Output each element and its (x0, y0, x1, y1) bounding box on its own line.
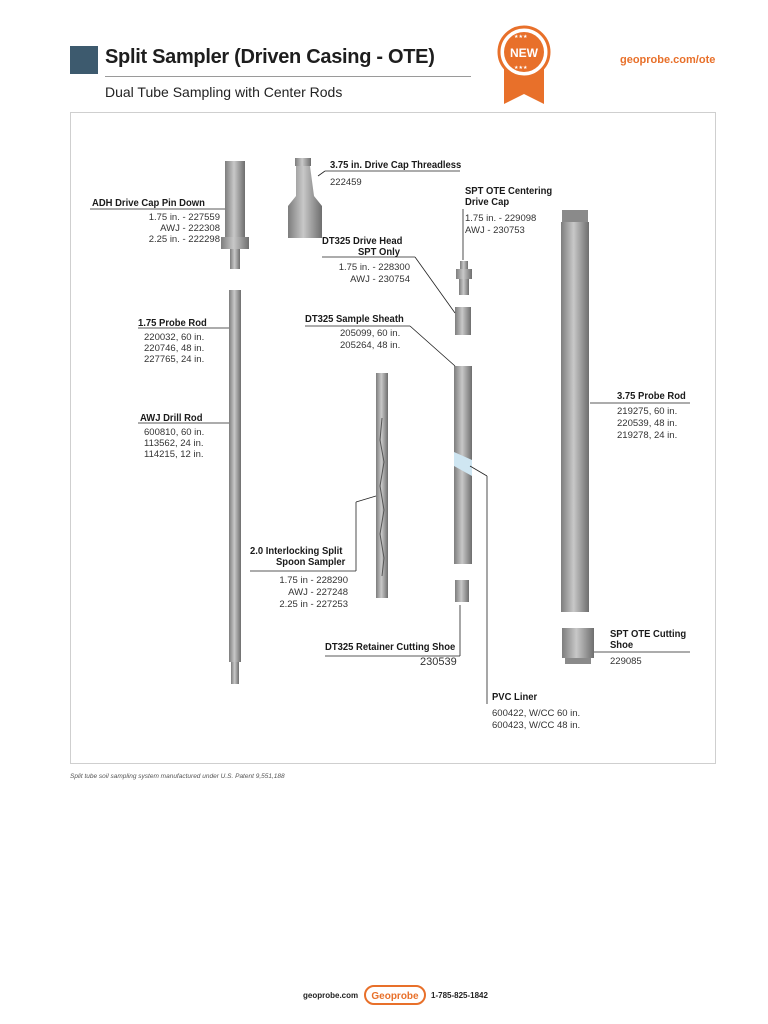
awj-name: AWJ Drill Rod (140, 412, 203, 424)
retainer-shoe-drawing (455, 580, 469, 602)
adh-cap-part-3: 2.25 in. - 222298 (148, 234, 220, 245)
spt-shoe-part-1: 229085 (610, 656, 642, 667)
adh-drive-cap-drawing (221, 161, 249, 269)
drive-cap-375-drawing (288, 158, 322, 238)
spt-shoe-name-1: SPT OTE Cutting (610, 628, 687, 640)
split-spoon-drawing (376, 373, 388, 598)
probe175-name: 1.75 Probe Rod (138, 317, 207, 329)
sheath-part-2: 205264, 48 in. (340, 340, 401, 351)
pvc-part-1: 600422, W/CC 60 in. (492, 708, 581, 719)
dt325-head-name-2: SPT Only (358, 246, 401, 258)
footer-url[interactable]: geoprobe.com (303, 991, 359, 1000)
probe375-part-3: 219278, 24 in. (617, 430, 678, 441)
patent-footnote: Split tube soil sampling system manufactured under U.S. Patent 9,551,188 (70, 773, 285, 780)
spt-cap-part-2: AWJ - 230753 (465, 225, 525, 236)
cap375-part-1: 222459 (330, 177, 362, 188)
adh-cap-part-1: 1.75 in. - 227559 (148, 212, 220, 223)
site-prefix: geoprobe.com/ (620, 54, 699, 66)
probe375-part-2: 220539, 48 in. (617, 418, 678, 429)
split-spoon-part-1: 1.75 in - 228290 (279, 575, 348, 586)
split-spoon-name-1: 2.0 Interlocking Split (250, 545, 343, 557)
spt-cap-name-2: Drive Cap (465, 196, 510, 208)
split-spoon-part-3: 2.25 in - 227253 (279, 599, 348, 610)
split-spoon-name-2: Spoon Sampler (276, 556, 346, 568)
spt-cap-name-1: SPT OTE Centering (465, 185, 553, 197)
dt325-drive-head-drawing (455, 307, 471, 335)
sample-sheath-drawing (454, 366, 472, 564)
new-badge-label: NEW (510, 46, 538, 60)
awj-part-3: 114215, 12 in. (144, 449, 204, 460)
probe375-part-1: 219275, 60 in. (617, 406, 678, 417)
probe-rod-175-drawing (229, 290, 241, 684)
sheath-name: DT325 Sample Sheath (305, 313, 404, 325)
page-title: Split Sampler (Driven Casing - OTE) (105, 46, 435, 68)
adh-cap-name: ADH Drive Cap Pin Down (92, 197, 205, 209)
pvc-name: PVC Liner (492, 691, 538, 703)
star-icon: ★★★ (514, 65, 528, 71)
adh-cap-part-2: AWJ - 222308 (160, 223, 220, 234)
pvc-part-2: 600423, W/CC 48 in. (492, 720, 581, 731)
page-subtitle: Dual Tube Sampling with Center Rods (105, 84, 343, 100)
cap375-name: 3.75 in. Drive Cap Threadless (330, 159, 462, 171)
dt325-head-part-2: AWJ - 230754 (350, 274, 410, 285)
spt-cap-part-1: 1.75 in. - 229098 (465, 213, 537, 224)
star-icon: ★★★ (514, 34, 528, 40)
spt-cutting-shoe-drawing (562, 628, 594, 664)
retainer-part-1: 230539 (420, 656, 457, 668)
probe-rod-375-drawing (561, 210, 589, 612)
spt-centering-cap-drawing (456, 261, 472, 295)
site-suffix: ote (698, 54, 716, 66)
spt-shoe-name-2: Shoe (610, 639, 634, 651)
awj-part-1: 600810, 60 in. (144, 427, 205, 438)
dt325-head-part-1: 1.75 in. - 228300 (338, 262, 410, 273)
probe175-part-2: 220746, 48 in. (144, 343, 205, 354)
probe375-name: 3.75 Probe Rod (617, 390, 686, 402)
split-spoon-part-2: AWJ - 227248 (288, 587, 348, 598)
footer-phone: 1-785-825-1842 (431, 991, 488, 1000)
dt325-head-name-1: DT325 Drive Head (322, 235, 403, 247)
geoprobe-logo: Geoprobe (364, 985, 426, 1005)
sheath-part-1: 205099, 60 in. (340, 328, 401, 339)
probe175-part-3: 227765, 24 in. (144, 354, 205, 365)
awj-part-2: 113562, 24 in. (144, 438, 204, 449)
retainer-name: DT325 Retainer Cutting Shoe (325, 641, 456, 653)
probe175-part-1: 220032, 60 in. (144, 332, 205, 343)
